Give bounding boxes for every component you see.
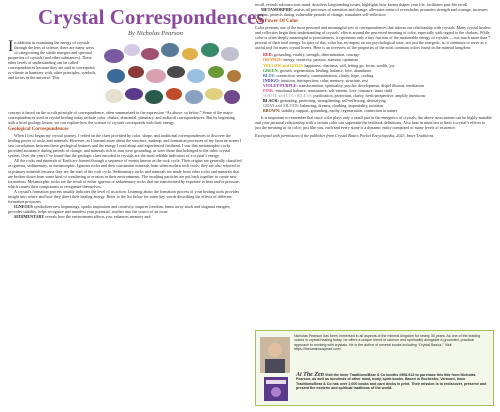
sedimentary-entry [8, 214, 242, 219]
booth-info [296, 373, 490, 391]
sedimentary-text: reveals how the environment affects you, enhances memory and [45, 213, 151, 219]
color-item-text: energy, creativity, passion, stamina, optimism [282, 57, 359, 63]
booth-info-text: Visit the Inner Traditions/Bear & Co booths #908-913 to purchase this title from Nicholas Pearson, as well as hundreds of other mind, body, spirit books. Based in Rochester, Vermont, Inner Traditions/Bear & Co has over 2,000 books and card decks in print. Their mission is to rediscover, preserve and present the esoteric and spiritual traditions of the world. [296, 373, 487, 391]
author-byline: By Nicholas Pearson [128, 30, 183, 37]
geological-heading: Geological Correspondences [8, 127, 69, 133]
author-bio-text: Nicholas Pearson has been immersed in all aspects of the mineral kingdom for nearly 30 years. As one of the leading voices in crystal healing today, he offers a unique blend of science and spirituality alongside a grounded, practical approach to working with crystals. He is the author of several books including “Crystal Basics.” Visit https://theluminouspearl.com/ [294, 334, 481, 352]
color-item-label: BROWN: [263, 107, 281, 113]
color-item-text: intuition, introspection, calm, memory, structure, rest [279, 77, 368, 83]
color-heading: The Power Of Color [255, 19, 299, 25]
sedimentary-label: SEDIMENTARY [14, 213, 45, 219]
color-item-text: emotional balance, reassurance, self-esteem, love, romance, inner child [274, 87, 393, 93]
excerpt-note: Excerpted with permission of the publisher from Crystal Basics Pocket Encyclopedia, 2023, Inner Traditions. [255, 133, 435, 139]
author-photo [260, 337, 290, 373]
color-item-label: RED: [263, 52, 274, 58]
color-item-text: happiness, charisma, will, letting go, focus, wealth, joy [303, 62, 395, 68]
color-item-label: ORANGE: [263, 57, 283, 63]
geo-paragraph-3: A crystal’s formation process usually indicates the level of its action. Learning about the formation process of your healing tools provides insight into where and how they direct their healing energy. Refer to the list below for some key words describing the effects of different formation processes. [8, 188, 240, 204]
color-item-label: PINK: [263, 87, 275, 93]
color-list [263, 52, 492, 113]
crystals-photo [102, 40, 242, 108]
signature: At The Zen [296, 372, 324, 378]
color-item-text: balancing, dreams, cloaking, impartiality, intuition [299, 102, 384, 108]
drop-cap: I [8, 38, 14, 55]
color-item-label: INDIGO: [263, 77, 280, 83]
color-item-label: WHITE and COLORLESS: [263, 92, 313, 98]
book-cover-image [260, 377, 292, 401]
color-item-text: stability, support, grounding, earthy, regeneration, connection to nature [280, 107, 398, 113]
metamorphic-entry [255, 7, 492, 17]
color-paragraph-2: It is important to remember that since color plays only a small part in the energetics of crystals, the above associations can be highly mutable and your personal relationship with a certain color can supersede the textbook definitions. Also bear in mind not to limit a crystal’s effects to just the meaning of its color; just like you, each and every stone is a dynamic entity composed of many levels of existence. [255, 114, 492, 131]
color-item-label: BLUE: [263, 72, 276, 78]
article-title: Crystal Correspondences [38, 5, 265, 29]
metamorphic-text: assists all processes of transition and change, alleviates sense of overwhelm, promotes strength and courage, increases stamina, protects during vulnerable periods of change, stimulates self-reflection [255, 7, 488, 18]
intro-text: n addition to examining the energy of crystals through the lens of science, there are many ways of categorizing the subtle energies and spiritual properties of crystals (and other substances). These other levels of understanding can be called correspondences because they are said to correspond, or vibrate in harmony with, other principles, symbols, and forces in the universe. This [8, 40, 97, 81]
igneous-text: symbolizes new beginnings, sparks inspiration and creativity, inspires freedom, burns away stuck and stagnant energies, provides stability, helps recognize and manifest your potential, reaches into the source of an issue [8, 203, 231, 214]
color-item-label: YELLOW and GOLD: [263, 62, 304, 68]
metamorphic-label: METAMORPHIC [261, 7, 294, 13]
color-item-text: grounding, vitality, strength, determination, courage [273, 52, 360, 58]
geo-paragraph-2: All the rocks and minerals of Earth are formed through a sequence of events known as the rock cycle. Their origins are generally classified as igneous, sedimentary, or metamorphic. Igneous rocks and their constituent minerals form when molten rock cools; they are also referred to as primary minerals because they are the start of the rock cycle. Sedimentary rocks and minerals are made from other rocks and minerals that are broken down from some kind of weathering or erosion in their environments. The resulting particles are put back together to create new formations. Metamorphic rocks are the result of either igneous or sedimentary rocks that are transformed by exposure to heat and/or pressure, which causes their components to reorganize themselves. [8, 158, 242, 189]
intro-continued: concept is based on the occult principle of correspondence, often summarized in the expression “As above, so below.” Some of the major correspondences used in crystal healing today include color, chakra, elemental, planetary, and zodiacal correspondences. But by beginning with a brief geology lesson, we can explore how the science of crystals corresponds with their energy. [8, 110, 235, 126]
color-item-text: transformation, spirituality, psychic development, dispel illusion, meditation [297, 82, 424, 88]
color-item-text: connection, serenity, communication, clarity, hope, cooling [275, 72, 374, 78]
color-item-label: GREEN: [263, 67, 279, 73]
right-column [255, 2, 492, 138]
left-body [8, 110, 242, 219]
color-item-label: VIOLET/PURPLE: [263, 82, 298, 88]
igneous-entry [8, 204, 242, 214]
color-item-text: purification, protection, clarity, fresh perspective, amplify intentions [312, 92, 426, 98]
color-item [263, 108, 492, 113]
color-item-label: GRAY and SILVER: [263, 102, 300, 108]
intro-paragraph [8, 40, 98, 80]
color-item-text: growth, regeneration, healing, balance, love, abundance [278, 67, 372, 73]
color-paragraph-1: Color presents one of the most personal and meaningful sets of correspondences that inform our relationship with crystals. Many crystal healers and collectors begin their understanding of crystals’ effects around the perceived meaning of color, especially with regard to the chakras. While color is often deeply meaningful to practitioners, it represents only a tiny fraction of the measurable energy of crystals — not much more than 7 percent of their total energy. In spite of this, color has an impact on our psychological state, not just the energetic, so it continues to serve as a useful tool for many crystal lovers. Here is an overview of the properties of the most common colors found in the mineral kingdom: [255, 25, 491, 51]
color-item-label: BLACK: [263, 97, 279, 103]
author-bio-box [255, 330, 494, 406]
geo-paragraph-1: When I first began my crystal journey, I relied on the clues provided by color, shape, and traditional correspondences to discover the healing power of rocks and minerals. However, as I learned more about the structure, makeup, and formation processes of my favorite stones I saw correlations between these geological features and the energy I read about and experienced firsthand. I saw that metamorphic rocks provided assistance during periods of change, and minerals rich in iron were grounding, as were those that belonged to the cubic crystal system. Over the years I’ve found that the geologic clues encoded in crystals are the most reliable indicators of a crystal’s energy. [8, 133, 242, 159]
igneous-label: IGNEOUS [14, 203, 33, 209]
sedimentary-continued: recall, reveals subconscious mind, dissolves longstanding issues, highlights how karma shapes your life, facilitates past-life recall [255, 2, 468, 7]
color-item-text: grounding, protecting, strengthening, self-reflecting, detoxifying [278, 97, 386, 103]
